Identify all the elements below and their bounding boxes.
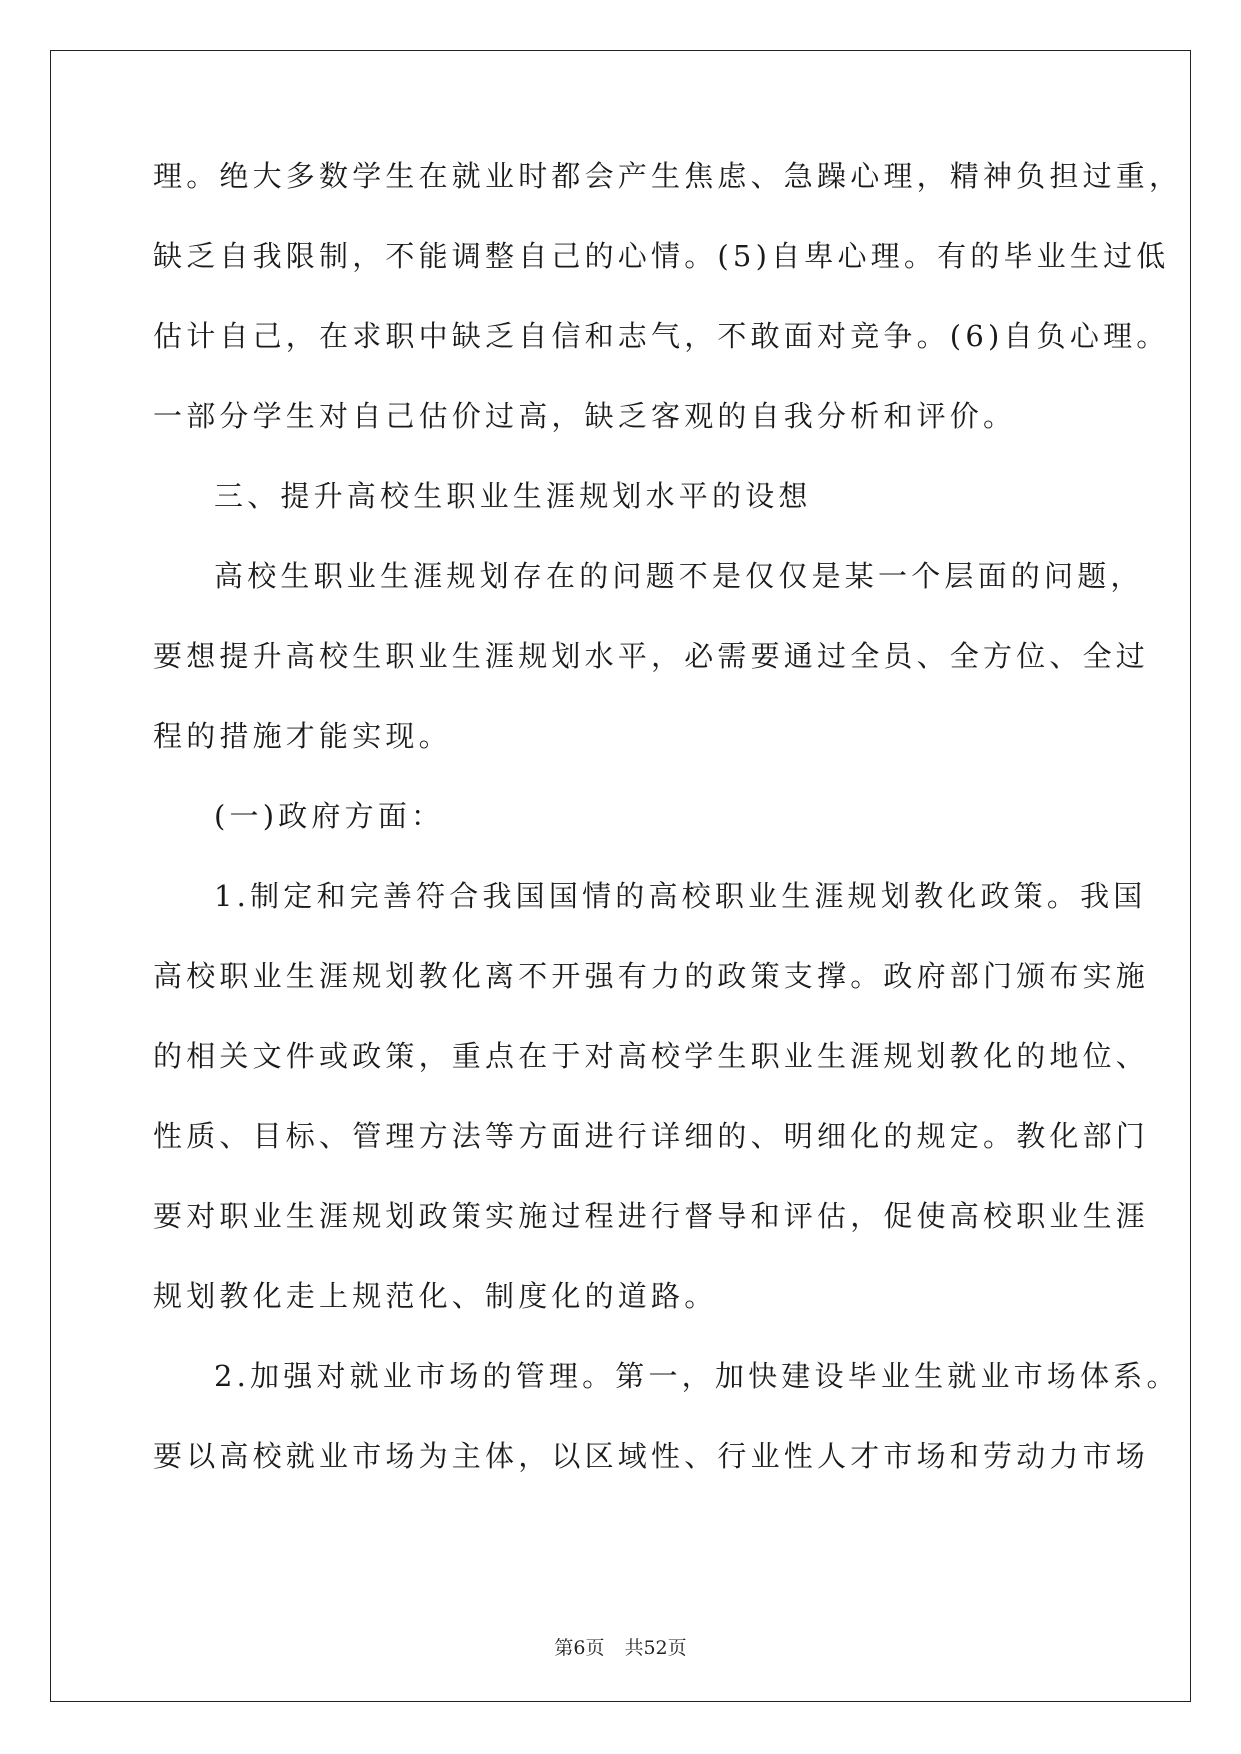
text-line: 1.制定和完善符合我国国情的高校职业生涯规划教化政策。我国 <box>214 879 1147 913</box>
text-line: 缺乏自我限制，不能调整自己的心情。(5)自卑心理。有的毕业生过低 <box>153 239 1170 273</box>
text-line: 理。绝大多数学生在就业时都会产生焦虑、急躁心理，精神负担过重， <box>153 159 1183 193</box>
text-line: 的相关文件或政策，重点在于对高校学生职业生涯规划教化的地位、 <box>153 1039 1150 1073</box>
subsection-heading: (一)政府方面： <box>214 799 445 833</box>
page-number: 第6页 <box>554 1637 605 1659</box>
text-line: 程的措施才能实现。 <box>153 719 452 753</box>
page-total: 共52页 <box>624 1637 687 1659</box>
document-body <box>153 159 1183 1520</box>
text-line: 估计自己，在求职中缺乏自信和志气，不敢面对竞争。(6)自负心理。 <box>153 319 1170 353</box>
page-footer <box>0 1633 1241 1660</box>
text-line: 要想提升高校生职业生涯规划水平，必需要通过全员、全方位、全过 <box>153 639 1150 673</box>
text-line: 一部分学生对自己估价过高，缺乏客观的自我分析和评价。 <box>153 399 1017 433</box>
text-line: 高校生职业生涯规划存在的问题不是仅仅是某一个层面的问题， <box>214 559 1144 593</box>
text-line: 2.加强对就业市场的管理。第一，加快建设毕业生就业市场体系。 <box>214 1359 1180 1393</box>
text-line: 要以高校就业市场为主体，以区域性、行业性人才市场和劳动力市场 <box>153 1439 1150 1473</box>
section-heading: 三、提升高校生职业生涯规划水平的设想 <box>214 479 812 513</box>
text-line: 高校职业生涯规划教化离不开强有力的政策支撑。政府部门颁布实施 <box>153 959 1150 993</box>
text-line: 要对职业生涯规划政策实施过程进行督导和评估，促使高校职业生涯 <box>153 1199 1150 1233</box>
text-line: 性质、目标、管理方法等方面进行详细的、明细化的规定。教化部门 <box>153 1119 1150 1153</box>
text-line: 规划教化走上规范化、制度化的道路。 <box>153 1279 718 1313</box>
